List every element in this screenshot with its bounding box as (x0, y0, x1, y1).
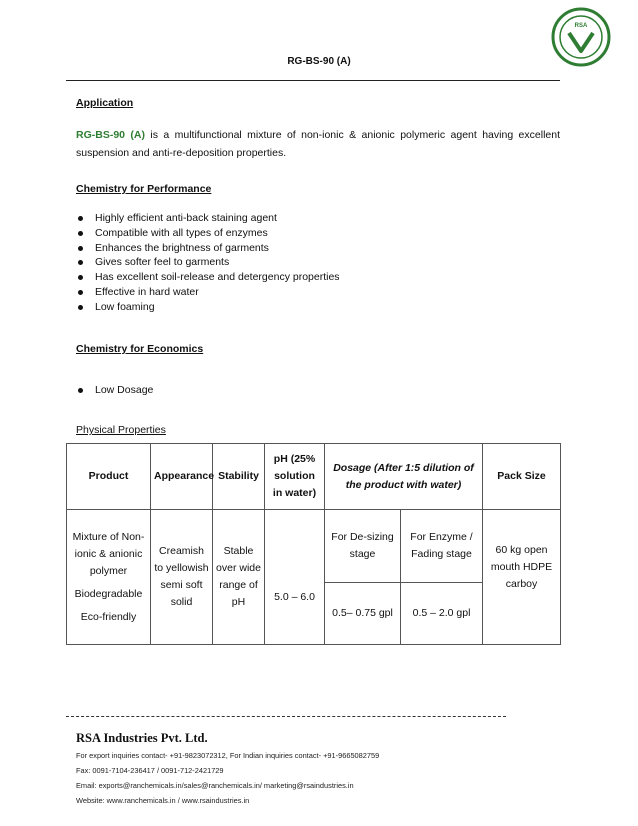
header-pack-size: Pack Size (483, 444, 561, 510)
company-name: RSA Industries Pvt. Ltd. (76, 731, 208, 745)
cell-dosage-enzyme-value: 0.5 – 2.0 gpl (401, 583, 483, 645)
header-ph: pH (25% solution in water) (265, 444, 325, 510)
cell-product (67, 510, 151, 645)
header-product: Product (67, 444, 151, 510)
website-line: Website: www.ranchemicals.in / www.rsaindustries.in (76, 796, 250, 805)
product-biodegradable: Biodegradable (74, 587, 143, 600)
cell-dosage-enzyme-label: For Enzyme / Fading stage (401, 510, 483, 583)
cell-pack-size: 60 kg open mouth HDPE carboy (483, 510, 561, 645)
header-divider (66, 80, 560, 81)
list-item: Effective in hard water (76, 285, 340, 300)
list-item: Compatible with all types of enzymes (76, 226, 340, 241)
list-item: Low Dosage (76, 383, 153, 398)
email-line: Email: exports@ranchemicals.in/sales@ranchemicals.in/ marketing@rsaindustries.in (76, 781, 354, 790)
performance-heading: Chemistry for Performance (76, 183, 212, 195)
table-header-row (67, 444, 561, 510)
application-heading: Application (76, 97, 134, 109)
list-item: Low foaming (76, 300, 340, 315)
cell-appearance: Creamish to yellowish semi soft solid (151, 510, 213, 645)
document-title: RG-BS-90 (A) (287, 56, 351, 67)
economics-heading: Chemistry for Economics (76, 343, 204, 355)
list-item: Gives softer feel to garments (76, 255, 340, 270)
cell-stability: Stable over wide range of pH (213, 510, 265, 645)
fax-line: Fax: 0091-7104-236417 / 0091-712-2421729 (76, 766, 224, 775)
logo-text: RSA (574, 23, 588, 29)
list-item: Has excellent soil-release and detergency properties (76, 270, 340, 285)
physical-heading: Physical Properties (76, 424, 166, 436)
physical-properties-table (66, 443, 561, 645)
list-item: Enhances the brightness of garments (76, 241, 340, 256)
product-code: RG-BS-90 (A) (76, 129, 145, 141)
cell-dosage-desizing-value: 0.5– 0.75 gpl (325, 583, 401, 645)
header-dosage: Dosage (After 1:5 dilution of the product with water) (325, 444, 483, 510)
list-item: Highly efficient anti-back staining agent (76, 211, 340, 226)
application-paragraph (76, 126, 560, 162)
table-row (67, 510, 561, 583)
economics-list (76, 383, 153, 398)
product-eco-friendly: Eco-friendly (80, 610, 137, 623)
cell-dosage-desizing-label: For De-sizing stage (325, 510, 401, 583)
contact-line: For export inquiries contact- +91-9823072312, For Indian inquiries contact- +91-9665082759 (76, 751, 380, 760)
product-name: Mixture of Non-ionic & anionic polymer (72, 530, 145, 577)
header-appearance: Appearance (151, 444, 213, 510)
application-text: is a multifunctional mixture of non-ionic & anionic polymeric agent having excellent suspension and anti-re-deposition properties. (76, 129, 560, 159)
cell-ph: 5.0 – 6.0 (265, 510, 325, 645)
header-stability: Stability (213, 444, 265, 510)
footer-divider (66, 716, 506, 717)
performance-list (76, 211, 340, 315)
